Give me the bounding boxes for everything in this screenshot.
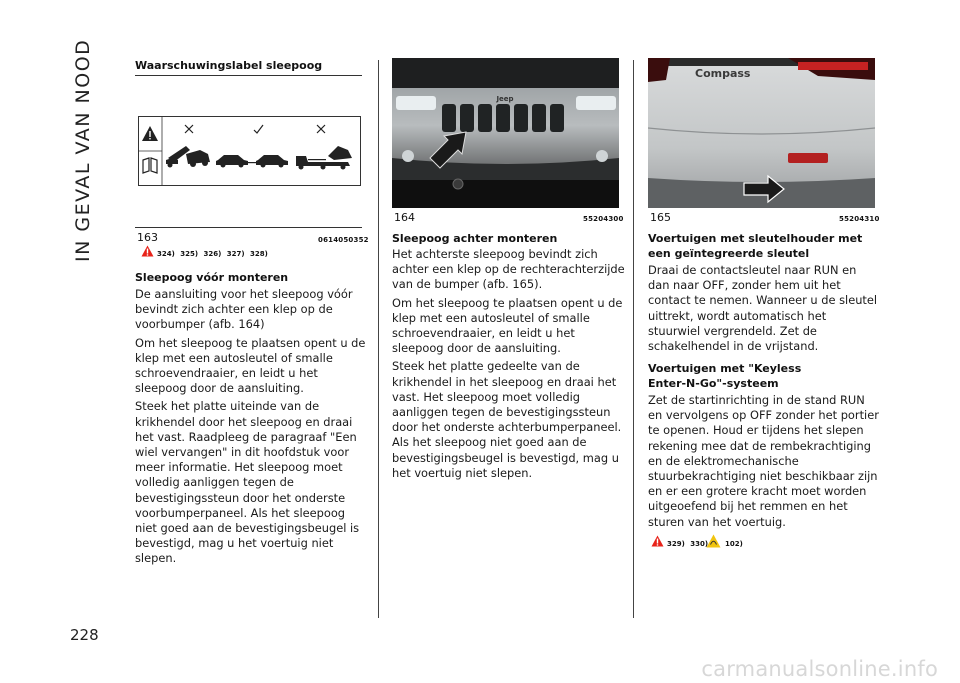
warning-references: 324) 325) 326) 327) 328): [157, 250, 268, 258]
tow-eye-warning-label: [138, 116, 361, 186]
subheading-key-vehicles: Voertuigen met sleutelhouder met een geïntegreerde sleutel: [648, 232, 863, 260]
compass-badge: Compass: [695, 67, 751, 80]
figure-165-code: 55204310: [839, 215, 880, 223]
front-bumper-photo: [392, 58, 619, 208]
col1-paragraph-3: Steek het platte uiteinde van de krikhendel door het sleepoog en draai het vast. Raadpleeg de paragraaf "Een wiel vervangen" in dit hoofdstuk voor meer informatie. Het sleepoog moet volledig aanliggen tegen de bevestigingssteun door het onderste voorbumperpaneel. Als het sleepoog niet goed aan de bevestigingsbeugel is bevestigd, mag u het voertuig niet slepen.: [135, 399, 360, 566]
col2-paragraph-1: Het achterste sleepoog bevindt zich achter een klep op de rechterachterzijde van de bumper (afb. 165).: [392, 247, 625, 292]
col2-paragraph-2: Om het sleepoog te plaatsen opent u de klep met een autosleutel of smalle schroevendraaier, en leidt u het sleepoog door de aansluiting.: [392, 295, 623, 356]
col3-paragraph-2: Zet de startinrichting in de stand RUN en vervolgens op OFF zonder het portier te openen. Houd er tijdens het slepen rekening mee dat de rembekrachtiging en de elektromechanische stuurbekrachtiging niet beschikbaar zijn en er een grotere kracht moet worden uitgeoefend bij het remmen en het sturen van het voertuig.: [648, 393, 879, 529]
warning-icon: [141, 245, 154, 257]
chapter-side-title: IN GEVAL VAN NOOD: [72, 38, 94, 262]
figure-164-code: 55204300: [583, 215, 624, 223]
subheading-keyless-line-1: Voertuigen met "Keyless: [648, 362, 802, 375]
warning-icon: [651, 535, 664, 547]
col2-body: [392, 247, 626, 484]
figure-163-code: 0614050352: [318, 236, 369, 244]
figure-164-number: 164: [394, 211, 415, 224]
subheading-rear-tow-eye: Sleepoog achter monteren: [392, 232, 558, 245]
col2-paragraph-3: Steek het platte gedeelte van de krikhendel in het sleepoog en draai het vast. Het sleepoog moet volledig aanliggen tegen de bevestigingssteun door het onderste achterbumperpaneel. Als het sleepoog niet goed aan de bevestigingsbeugel is bevestigd, mag u het voertuig niet slepen.: [392, 359, 622, 480]
column-divider-2: [633, 60, 634, 618]
rear-bumper-photo: [648, 58, 875, 208]
column-divider-1: [378, 60, 379, 618]
section-title: Waarschuwingslabel sleepoog: [135, 59, 323, 72]
watermark: carmanualsonline.info: [701, 657, 938, 681]
jeep-badge: Jeep: [496, 95, 514, 103]
col1-paragraph-1: De aansluiting voor het sleepoog vóór bevindt zich achter een klep op de voorbumper (afb. 164): [135, 287, 353, 332]
section-title-rule: [135, 75, 362, 76]
subheading-front-tow-eye: Sleepoog vóór monteren: [135, 271, 289, 284]
figure-165-number: 165: [650, 211, 671, 224]
environment-references: 102): [725, 540, 743, 548]
col1-paragraph-2: Om het sleepoog te plaatsen opent u de klep met een autosleutel of smalle schroevendraaier, en leidt u het sleepoog door de aansluiting.: [135, 335, 366, 396]
figure-163-rule: [135, 227, 362, 228]
warning-references-2: 329) 330): [667, 540, 709, 548]
col3-paragraph-1: Draai de contactsleutel naar RUN en dan naar OFF, zonder hem uit het contact te nemen. Wanneer u de sleutel uittrekt, wordt automatisch het stuurwiel vergrendeld. Zet de schakelhendel in de vrijstand.: [648, 263, 878, 354]
col1-body: [135, 287, 367, 570]
environment-icon: [706, 534, 721, 548]
page-number: 228: [70, 626, 99, 644]
subheading-keyless-line-2: Enter-N-Go"-systeem: [648, 377, 779, 390]
figure-163-number: 163: [137, 231, 158, 244]
